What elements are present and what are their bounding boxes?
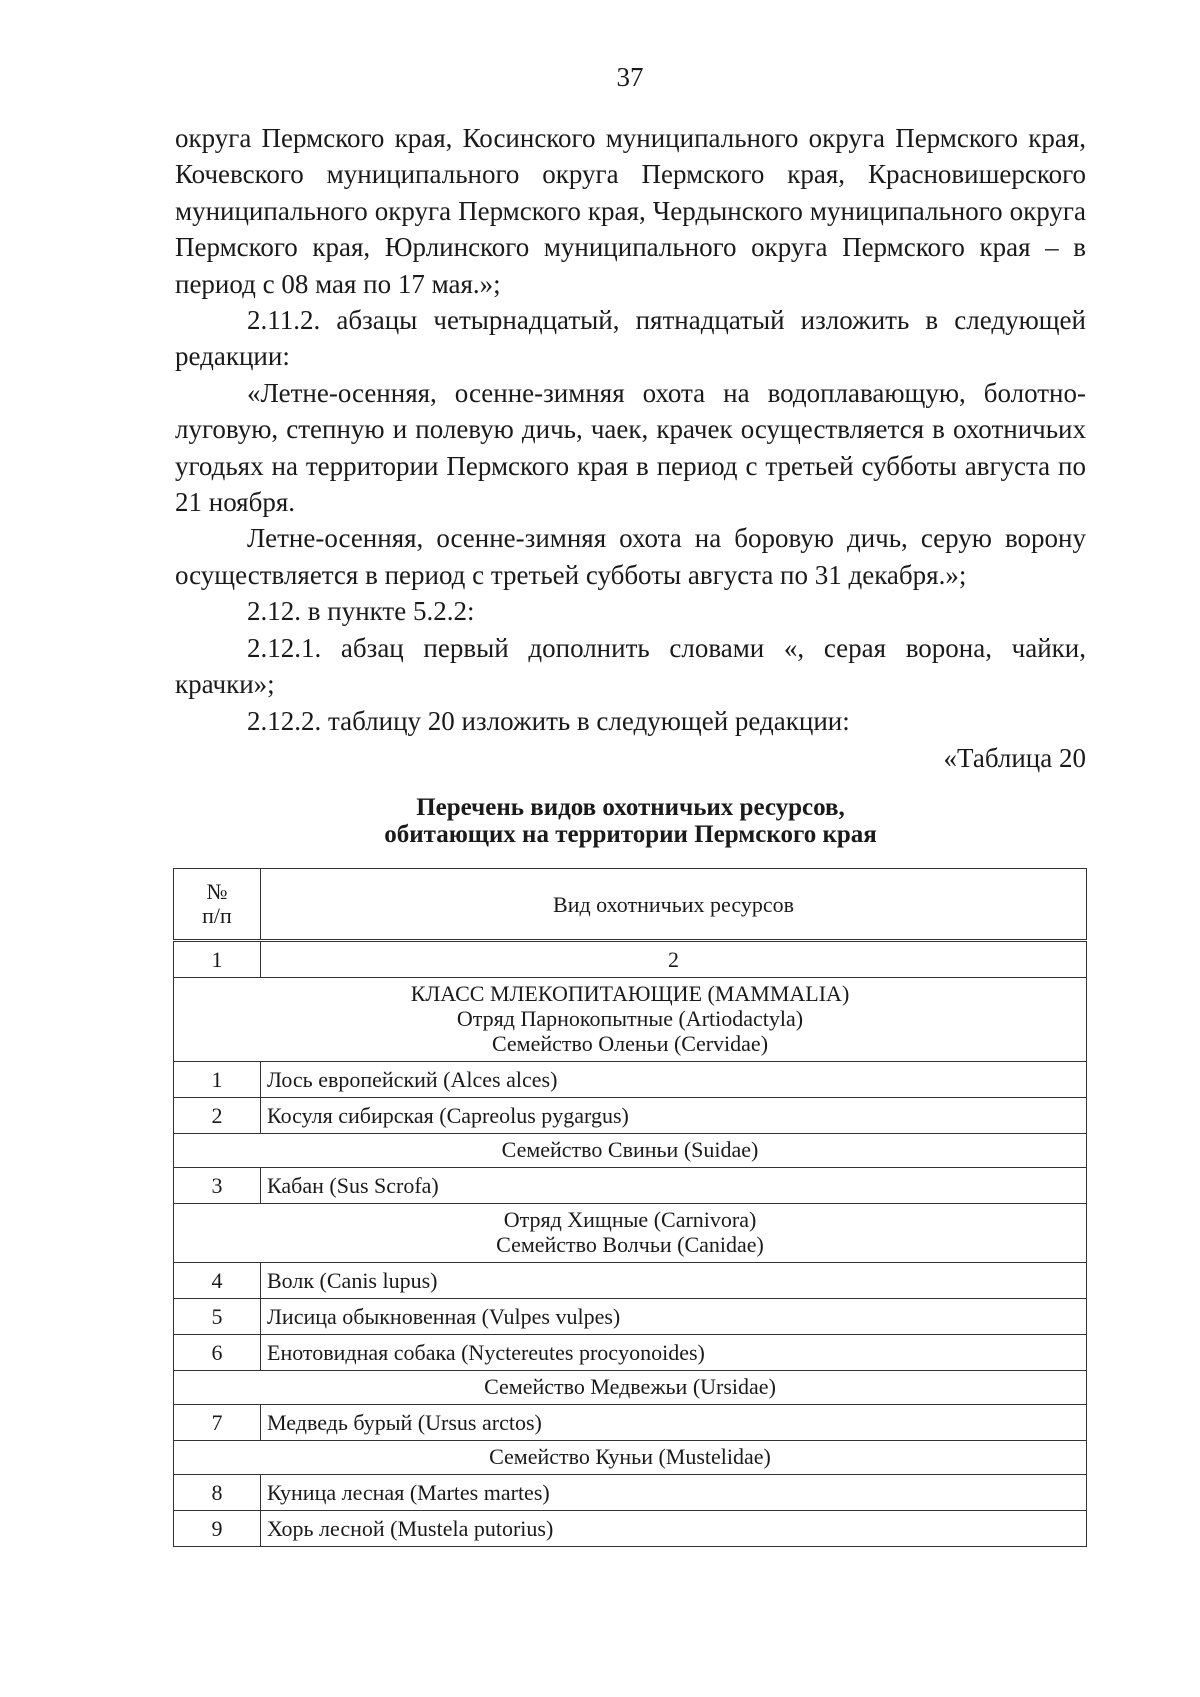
table-title: [175, 794, 1086, 848]
species-name-cell: Куница лесная (Martes martes): [261, 1475, 1087, 1511]
taxon-heading: Семейство Свиньи (Suidae): [501, 1137, 759, 1162]
row-number-cell: 4: [174, 1263, 261, 1299]
table-row: [174, 1511, 1087, 1547]
column-header-name: Вид охотничьих ресурсов: [261, 869, 1087, 941]
column-header-number: [174, 869, 261, 941]
body-paragraph: «Летне-осенняя, осенне-зимняя охота на водоплавающую, болотно-луговую, степную и полевую дичь, чаек, крачек осуществляется в охотничьих угодьях на территории Пермского края в период с третьей субботы августа по 21 ноября.: [175, 377, 1086, 518]
table-row: [174, 1168, 1087, 1204]
table-row: [174, 1335, 1087, 1371]
table-row: [174, 1062, 1087, 1098]
table-row: [174, 1405, 1087, 1441]
row-number-cell: 6: [174, 1335, 261, 1371]
row-number-cell: 5: [174, 1299, 261, 1335]
row-number-cell: 3: [174, 1168, 261, 1204]
body-paragraph: 2.12.1. абзац первый дополнить словами «, серая ворона, чайки, крачки»;: [175, 632, 1086, 700]
species-name-cell: Лисица обыкновенная (Vulpes vulpes): [261, 1299, 1087, 1335]
species-name-cell: Кабан (Sus Scrofa): [261, 1168, 1087, 1204]
taxon-heading: Отряд Хищные (Carnivora): [503, 1207, 757, 1232]
row-number-cell: 9: [174, 1511, 261, 1547]
header-num-line: №: [206, 879, 228, 904]
body-paragraph: округа Пермского края, Косинского муниципального округа Пермского края, Кочевского муниципального округа Пермского края, Красновишерского муниципального округа Пермского края, Чердынского муниципального округа Пермского края, Юрлинского муниципального округа Пермского края – в период с 08 мая по 17 мая.»;: [175, 123, 1086, 299]
species-name-cell: Хорь лесной (Mustela putorius): [261, 1511, 1087, 1547]
column-index-cell: 1: [174, 941, 261, 978]
taxon-heading: Семейство Волчьи (Canidae): [496, 1232, 764, 1257]
body-paragraph: 2.12.2. таблицу 20 изложить в следующей редакции:: [247, 705, 850, 736]
page-number: 37: [616, 62, 644, 92]
table-group-row: [174, 1204, 1087, 1263]
species-name-cell: Лось европейский (Alces alces): [261, 1062, 1087, 1098]
row-number-cell: 7: [174, 1405, 261, 1441]
table-title-line: Перечень видов охотничьих ресурсов,: [416, 794, 845, 821]
species-name-cell: Волк (Canis lupus): [261, 1263, 1087, 1299]
table-row: [174, 1299, 1087, 1335]
taxon-heading: КЛАСС МЛЕКОПИТАЮЩИЕ (MAMMALIA): [410, 981, 850, 1006]
species-name-cell: Енотовидная собака (Nyctereutes procyonoides): [261, 1335, 1087, 1371]
table-group-row: [174, 1134, 1087, 1168]
body-paragraph: Летне-осенняя, осенне-зимняя охота на боровую дичь, серую ворону осуществляется в период с третьей субботы августа по 31 декабря.»;: [175, 523, 1086, 590]
table-group-cell: [174, 978, 1087, 1062]
taxon-heading: Семейство Медвежьи (Ursidae): [484, 1374, 776, 1399]
row-number-cell: 2: [174, 1098, 261, 1134]
table-row: [174, 1475, 1087, 1511]
column-index-cell: 2: [261, 941, 1087, 978]
table-group-row: [174, 978, 1087, 1062]
table-group-cell: [174, 1204, 1087, 1263]
table-group-cell: [174, 1441, 1087, 1475]
table-caption: «Таблица 20: [943, 743, 1086, 773]
taxon-heading: Семейство Куньи (Mustelidae): [489, 1444, 771, 1469]
table-title-line: обитающих на территории Пермского края: [384, 821, 877, 848]
column-index-row: [174, 941, 1087, 978]
header-num-line: п/п: [202, 903, 232, 928]
body-paragraph: 2.12. в пункте 5.2.2:: [247, 596, 475, 627]
table-header-row: [174, 869, 1087, 941]
row-number-cell: 8: [174, 1475, 261, 1511]
table-row: [174, 1263, 1087, 1299]
species-name-cell: Косуля сибирская (Capreolus pygargus): [261, 1098, 1087, 1134]
body-paragraph: 2.11.2. абзацы четырнадцатый, пятнадцатый изложить в следующей редакции:: [175, 305, 1086, 372]
table-group-cell: [174, 1371, 1087, 1405]
table-row: [174, 1098, 1087, 1134]
document-body: [175, 120, 1086, 739]
table-group-row: [174, 1441, 1087, 1475]
taxon-heading: Отряд Парнокопытные (Artiodactyla): [456, 1006, 804, 1031]
table-group-row: [174, 1371, 1087, 1405]
species-name-cell: Медведь бурый (Ursus arctos): [261, 1405, 1087, 1441]
species-table: [173, 868, 1087, 1547]
row-number-cell: 1: [174, 1062, 261, 1098]
table-group-cell: [174, 1134, 1087, 1168]
taxon-heading: Семейство Оленьи (Cervidae): [491, 1031, 769, 1056]
